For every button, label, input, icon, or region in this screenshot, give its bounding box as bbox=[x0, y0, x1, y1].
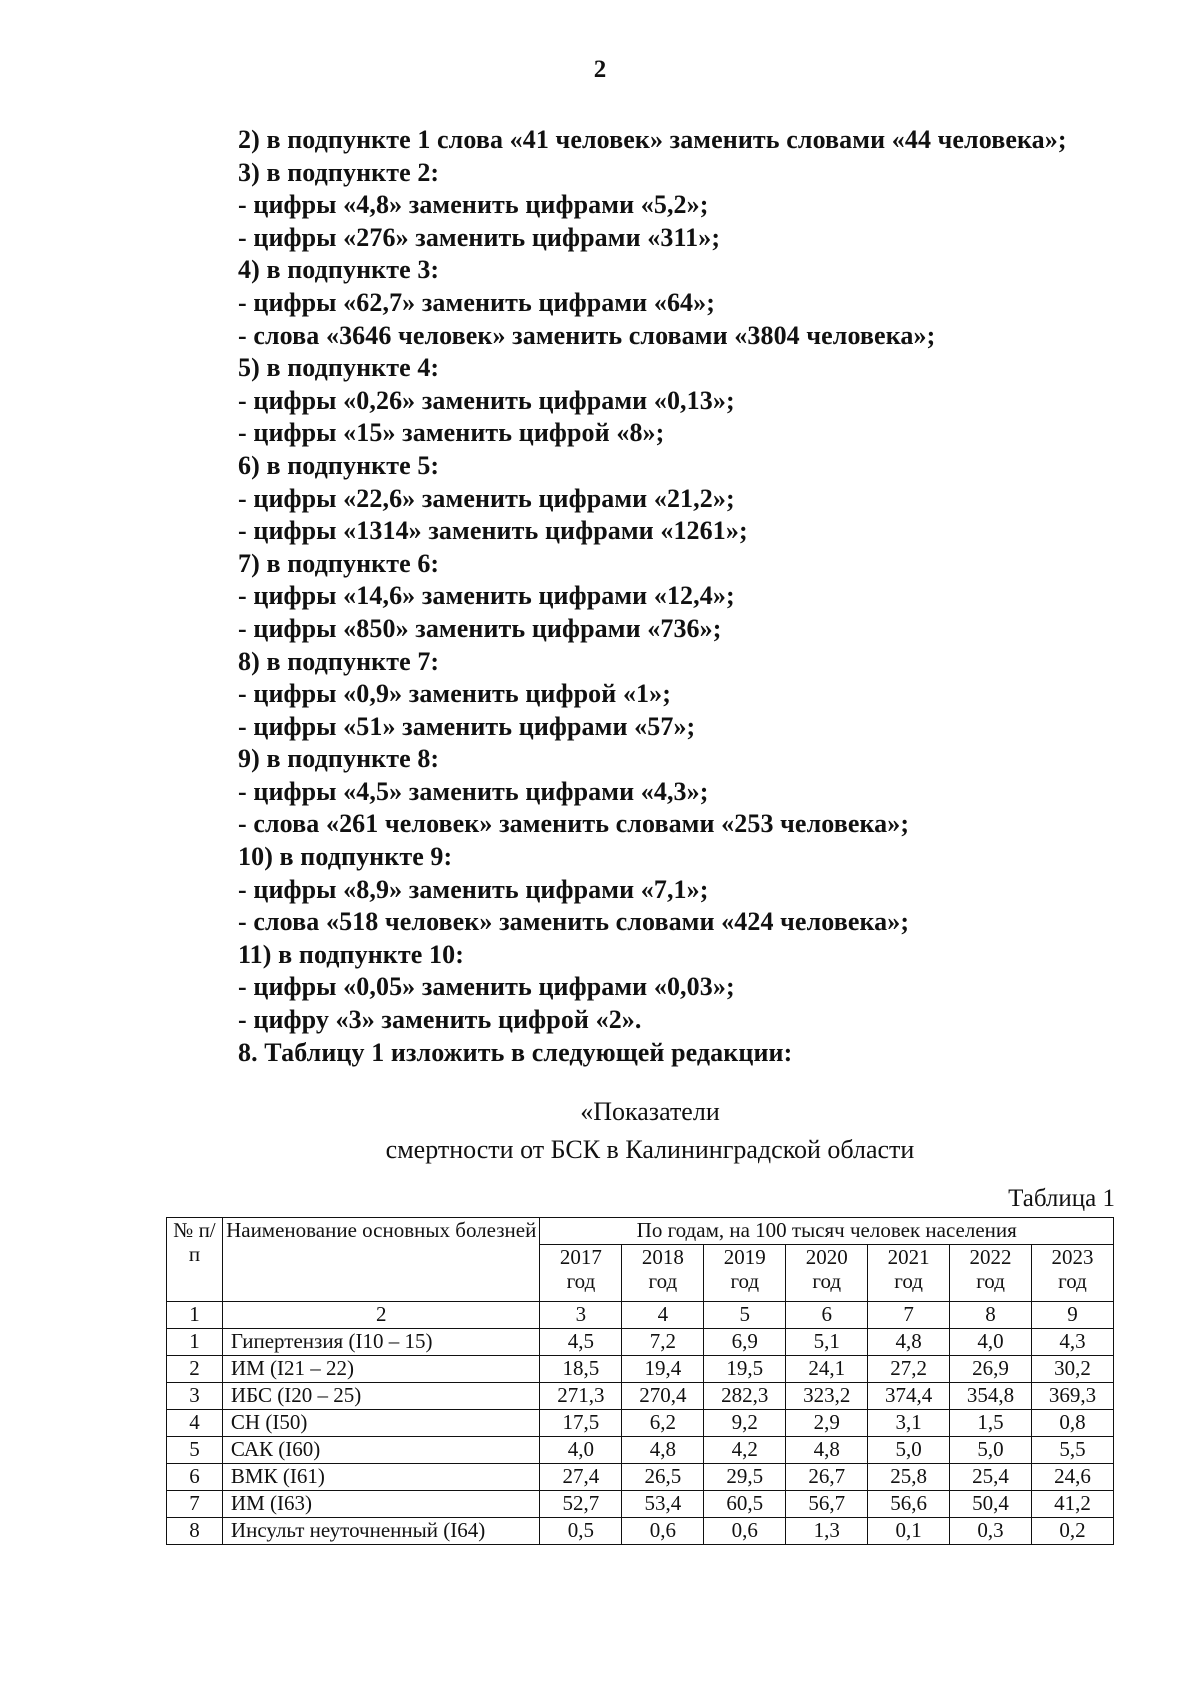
text-line: - слова «3646 человек» заменить словами «3804 человека»; bbox=[238, 320, 936, 350]
text-line: - цифры «0,05» заменить цифрами «0,03»; bbox=[238, 972, 735, 1002]
mortality-value: 4,8 bbox=[786, 1437, 868, 1464]
text-line: 8) в подпункте 7: bbox=[238, 646, 440, 676]
text-line: - цифры «4,8» заменить цифрами «5,2»; bbox=[238, 190, 709, 220]
column-number: 6 bbox=[786, 1302, 868, 1329]
header-number: № п/п bbox=[167, 1218, 223, 1302]
mortality-value: 6,2 bbox=[622, 1410, 704, 1437]
mortality-value: 282,3 bbox=[704, 1383, 786, 1410]
header-year: 2018 год bbox=[622, 1245, 704, 1302]
column-number: 7 bbox=[868, 1302, 950, 1329]
disease-name: ВМК (I61) bbox=[222, 1464, 540, 1491]
row-number: 8 bbox=[167, 1518, 223, 1545]
mortality-value: 0,8 bbox=[1032, 1410, 1114, 1437]
mortality-value: 0,6 bbox=[704, 1518, 786, 1545]
column-number: 9 bbox=[1032, 1302, 1114, 1329]
text-line: - слова «261 человек» заменить словами «253 человека»; bbox=[238, 809, 910, 839]
mortality-value: 41,2 bbox=[1032, 1491, 1114, 1518]
mortality-table bbox=[166, 1217, 1114, 1545]
heading-line-1: «Показатели bbox=[580, 1097, 720, 1126]
mortality-value: 26,5 bbox=[622, 1464, 704, 1491]
text-line: - цифры «850» заменить цифрами «736»; bbox=[238, 613, 722, 643]
text-line: - цифры «51» заменить цифрами «57»; bbox=[238, 711, 696, 741]
header-year: 2021 год bbox=[868, 1245, 950, 1302]
mortality-value: 52,7 bbox=[540, 1491, 622, 1518]
mortality-value: 323,2 bbox=[786, 1383, 868, 1410]
mortality-value: 17,5 bbox=[540, 1410, 622, 1437]
header-year: 2019 год bbox=[704, 1245, 786, 1302]
text-line: 6) в подпункте 5: bbox=[238, 450, 440, 480]
text-line: 7) в подпункте 6: bbox=[238, 548, 440, 578]
mortality-value: 0,6 bbox=[622, 1518, 704, 1545]
mortality-value: 25,4 bbox=[950, 1464, 1032, 1491]
text-line: 10) в подпункте 9: bbox=[238, 842, 453, 872]
mortality-value: 18,5 bbox=[540, 1356, 622, 1383]
text-line: - цифры «0,9» заменить цифрой «1»; bbox=[238, 679, 671, 709]
column-number: 2 bbox=[222, 1302, 540, 1329]
header-years-group: По годам, на 100 тысяч человек населения bbox=[540, 1218, 1114, 1245]
mortality-value: 271,3 bbox=[540, 1383, 622, 1410]
mortality-value: 26,7 bbox=[786, 1464, 868, 1491]
column-number: 3 bbox=[540, 1302, 622, 1329]
disease-name: САК (I60) bbox=[222, 1437, 540, 1464]
table-row bbox=[167, 1383, 1114, 1410]
mortality-value: 4,0 bbox=[540, 1437, 622, 1464]
column-number: 5 bbox=[704, 1302, 786, 1329]
text-line: - цифры «14,6» заменить цифрами «12,4»; bbox=[238, 581, 735, 611]
mortality-value: 53,4 bbox=[622, 1491, 704, 1518]
column-number: 4 bbox=[622, 1302, 704, 1329]
mortality-value: 5,0 bbox=[868, 1437, 950, 1464]
table-row bbox=[167, 1410, 1114, 1437]
table-row bbox=[167, 1329, 1114, 1356]
mortality-value: 27,4 bbox=[540, 1464, 622, 1491]
table-row bbox=[167, 1491, 1114, 1518]
mortality-value: 0,2 bbox=[1032, 1518, 1114, 1545]
text-line: - цифры «4,5» заменить цифрами «4,3»; bbox=[238, 776, 709, 806]
mortality-value: 0,1 bbox=[868, 1518, 950, 1545]
table-row bbox=[167, 1356, 1114, 1383]
mortality-value: 4,3 bbox=[1032, 1329, 1114, 1356]
column-number: 8 bbox=[950, 1302, 1032, 1329]
mortality-value: 56,7 bbox=[786, 1491, 868, 1518]
mortality-value: 0,3 bbox=[950, 1518, 1032, 1545]
mortality-value: 369,3 bbox=[1032, 1383, 1114, 1410]
mortality-value: 270,4 bbox=[622, 1383, 704, 1410]
text-line: 9) в подпункте 8: bbox=[238, 744, 440, 774]
mortality-value: 6,9 bbox=[704, 1329, 786, 1356]
mortality-value: 56,6 bbox=[868, 1491, 950, 1518]
heading-line-2: смертности от БСК в Калининградской области bbox=[385, 1135, 915, 1164]
mortality-value: 4,8 bbox=[868, 1329, 950, 1356]
mortality-value: 3,1 bbox=[868, 1410, 950, 1437]
mortality-value: 24,1 bbox=[786, 1356, 868, 1383]
mortality-value: 7,2 bbox=[622, 1329, 704, 1356]
mortality-value: 30,2 bbox=[1032, 1356, 1114, 1383]
mortality-value: 374,4 bbox=[868, 1383, 950, 1410]
text-line: 4) в подпункте 3: bbox=[238, 255, 440, 285]
mortality-value: 354,8 bbox=[950, 1383, 1032, 1410]
mortality-value: 60,5 bbox=[704, 1491, 786, 1518]
mortality-value: 2,9 bbox=[786, 1410, 868, 1437]
text-line: - цифры «276» заменить цифрами «311»; bbox=[238, 222, 721, 252]
mortality-value: 5,5 bbox=[1032, 1437, 1114, 1464]
disease-name: ИМ (I21 – 22) bbox=[222, 1356, 540, 1383]
disease-name: СН (I50) bbox=[222, 1410, 540, 1437]
mortality-value: 4,2 bbox=[704, 1437, 786, 1464]
row-number: 7 bbox=[167, 1491, 223, 1518]
mortality-value: 25,8 bbox=[868, 1464, 950, 1491]
text-line: - цифру «3» заменить цифрой «2». bbox=[238, 1005, 642, 1035]
mortality-value: 4,5 bbox=[540, 1329, 622, 1356]
disease-name: Гипертензия (I10 – 15) bbox=[222, 1329, 540, 1356]
row-number: 5 bbox=[167, 1437, 223, 1464]
text-line: 5) в подпункте 4: bbox=[238, 353, 440, 383]
mortality-value: 19,4 bbox=[622, 1356, 704, 1383]
text-line: - слова «518 человек» заменить словами «424 человека»; bbox=[238, 907, 910, 937]
mortality-value: 5,0 bbox=[950, 1437, 1032, 1464]
disease-name: Инсульт неуточненный (I64) bbox=[222, 1518, 540, 1545]
mortality-value: 1,5 bbox=[950, 1410, 1032, 1437]
table-row bbox=[167, 1464, 1114, 1491]
mortality-value: 9,2 bbox=[704, 1410, 786, 1437]
mortality-value: 5,1 bbox=[786, 1329, 868, 1356]
text-line: - цифры «15» заменить цифрой «8»; bbox=[238, 418, 665, 448]
text-line: - цифры «62,7» заменить цифрами «64»; bbox=[238, 287, 716, 317]
text-line: - цифры «22,6» заменить цифрами «21,2»; bbox=[238, 483, 735, 513]
table-caption: Таблица 1 bbox=[1008, 1185, 1115, 1212]
text-line: 2) в подпункте 1 слова «41 человек» заменить словами «44 человека»; bbox=[238, 125, 1067, 154]
text-line: - цифры «0,26» заменить цифрами «0,13»; bbox=[238, 385, 735, 415]
header-year: 2020 год bbox=[786, 1245, 868, 1302]
row-number: 4 bbox=[167, 1410, 223, 1437]
header-year: 2017 год bbox=[540, 1245, 622, 1302]
disease-name: ИБС (I20 – 25) bbox=[222, 1383, 540, 1410]
row-number: 6 bbox=[167, 1464, 223, 1491]
row-number: 3 bbox=[167, 1383, 223, 1410]
mortality-value: 24,6 bbox=[1032, 1464, 1114, 1491]
text-line: - цифры «8,9» заменить цифрами «7,1»; bbox=[238, 874, 709, 904]
mortality-value: 50,4 bbox=[950, 1491, 1032, 1518]
mortality-value: 4,8 bbox=[622, 1437, 704, 1464]
row-number: 2 bbox=[167, 1356, 223, 1383]
text-line: - цифры «1314» заменить цифрами «1261»; bbox=[238, 516, 748, 546]
disease-name: ИМ (I63) bbox=[222, 1491, 540, 1518]
mortality-value: 27,2 bbox=[868, 1356, 950, 1383]
page-number: 2 bbox=[593, 56, 607, 83]
mortality-value: 1,3 bbox=[786, 1518, 868, 1545]
header-year: 2022 год bbox=[950, 1245, 1032, 1302]
mortality-value: 4,0 bbox=[950, 1329, 1032, 1356]
row-number: 1 bbox=[167, 1329, 223, 1356]
column-number: 1 bbox=[167, 1302, 223, 1329]
mortality-value: 29,5 bbox=[704, 1464, 786, 1491]
text-line: 8. Таблицу 1 изложить в следующей редакции: bbox=[238, 1037, 793, 1067]
table-row bbox=[167, 1518, 1114, 1545]
mortality-value: 26,9 bbox=[950, 1356, 1032, 1383]
mortality-value: 19,5 bbox=[704, 1356, 786, 1383]
table-row bbox=[167, 1437, 1114, 1464]
text-line: 3) в подпункте 2: bbox=[238, 157, 440, 187]
amendment-text bbox=[238, 124, 1138, 1069]
header-disease-name: Наименование основных болезней bbox=[222, 1218, 540, 1302]
text-line: 11) в подпункте 10: bbox=[238, 939, 464, 969]
mortality-value: 0,5 bbox=[540, 1518, 622, 1545]
header-year: 2023 год bbox=[1032, 1245, 1114, 1302]
